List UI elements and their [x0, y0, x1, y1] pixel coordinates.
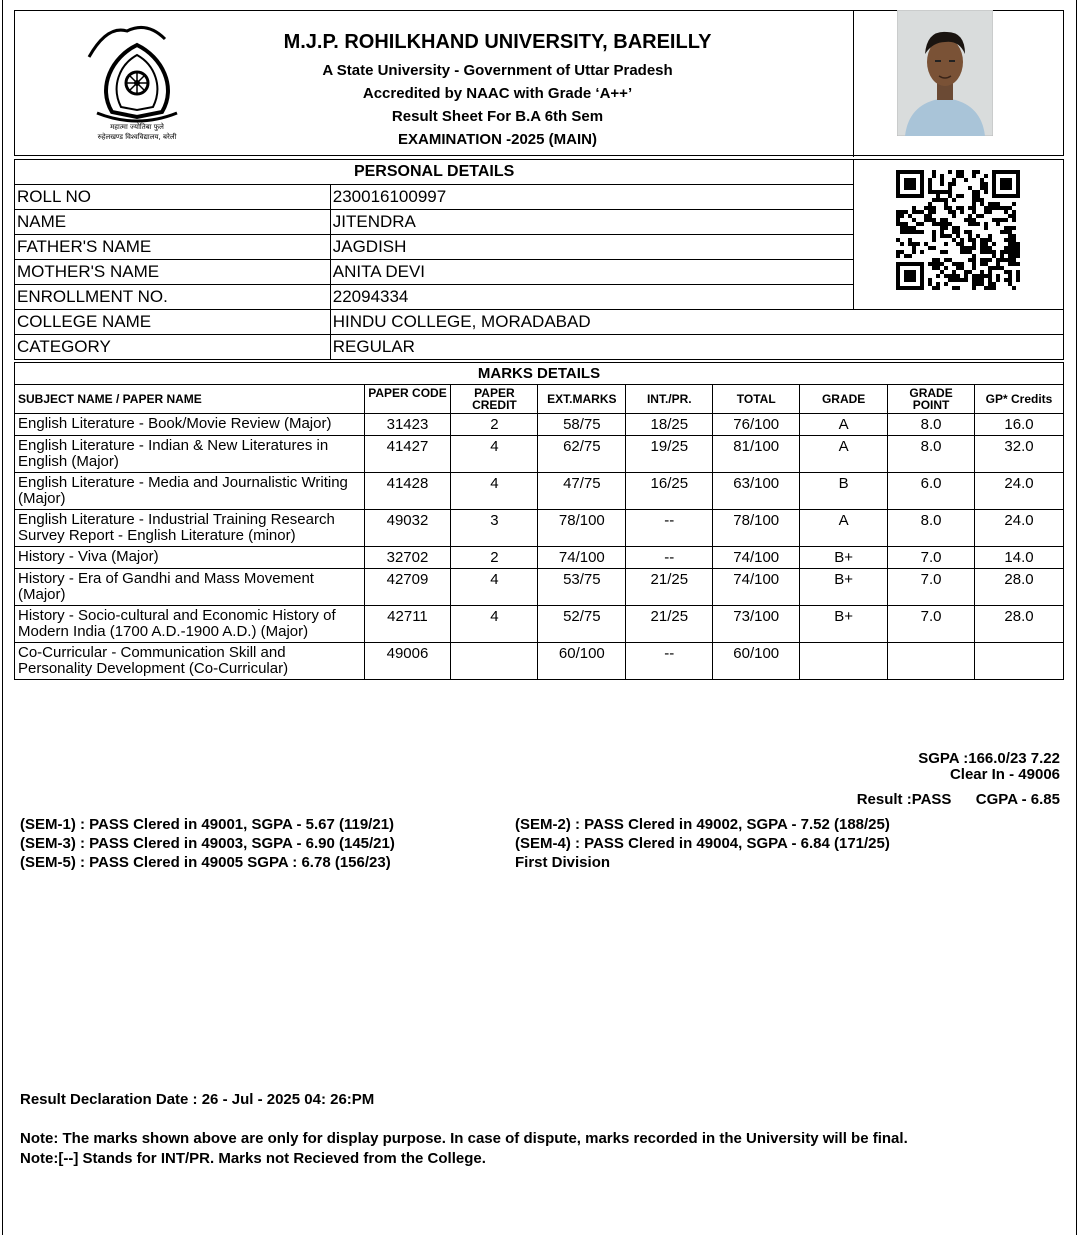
- sem-result: (SEM-4) : PASS Clered in 49004, SGPA - 6.84 (171/25): [515, 835, 890, 852]
- division: First Division: [515, 854, 611, 871]
- marks-cell-ext: 60/100: [538, 643, 626, 680]
- marks-cell-gpc: 28.0: [975, 569, 1064, 606]
- field-label: FATHER'S NAME: [15, 235, 331, 260]
- subject-name: History - Viva (Major): [15, 547, 365, 569]
- field-value: REGULAR: [330, 335, 1063, 360]
- marks-cell-credit: 4: [451, 569, 538, 606]
- marks-header-row: [15, 385, 1064, 414]
- result-declaration-date: Result Declaration Date : 26 - Jul - 2025 04: 26:PM: [20, 1091, 375, 1108]
- marks-cell-total: 60/100: [713, 643, 800, 680]
- marks-row: [15, 606, 1064, 643]
- marks-cell-code: 42709: [364, 569, 451, 606]
- marks-cell-code: 42711: [364, 606, 451, 643]
- marks-cell-ext: 62/75: [538, 436, 626, 473]
- col-header: GP* Credits: [975, 385, 1064, 414]
- field-value: HINDU COLLEGE, MORADABAD: [330, 310, 1063, 335]
- field-value: 22094334: [330, 285, 853, 310]
- marks-cell-code: 41428: [364, 473, 451, 510]
- marks-cell-grade: B+: [800, 547, 888, 569]
- university-name: M.J.P. ROHILKHAND UNIVERSITY, BAREILLY: [283, 31, 712, 53]
- marks-row: [15, 510, 1064, 547]
- marks-cell-ext: 74/100: [538, 547, 626, 569]
- sem-result: (SEM-1) : PASS Clered in 49001, SGPA - 5.67 (119/21): [20, 816, 395, 833]
- marks-cell-credit: 2: [451, 547, 538, 569]
- col-header: TOTAL: [713, 385, 800, 414]
- marks-cell-total: 73/100: [713, 606, 800, 643]
- marks-cell-grade: A: [800, 510, 888, 547]
- field-label: NAME: [15, 210, 331, 235]
- col-header: INT./PR.: [626, 385, 713, 414]
- cgpa-value: CGPA - 6.85: [975, 791, 1060, 808]
- marks-cell-credit: 4: [451, 436, 538, 473]
- marks-cell-grade: B+: [800, 569, 888, 606]
- col-header: SUBJECT NAME / PAPER NAME: [15, 385, 365, 414]
- marks-cell-total: 78/100: [713, 510, 800, 547]
- marks-cell-ext: 58/75: [538, 414, 626, 436]
- sgpa-block: [918, 751, 1060, 783]
- marks-cell-gpc: [975, 643, 1064, 680]
- field-label: ENROLLMENT NO.: [15, 285, 331, 310]
- marks-cell-gp: 8.0: [888, 436, 975, 473]
- marks-cell-gp: 8.0: [888, 510, 975, 547]
- marks-cell-gpc: 14.0: [975, 547, 1064, 569]
- marks-cell-gpc: 24.0: [975, 473, 1064, 510]
- personal-row: [15, 335, 1064, 360]
- col-header: PAPER CODE: [364, 385, 451, 414]
- marks-cell-code: 49006: [364, 643, 451, 680]
- marks-cell-int: --: [626, 643, 713, 680]
- header-line-1: A State University - Government of Uttar Pradesh: [322, 62, 673, 79]
- note-display-purpose: Note: The marks shown above are only for display purpose. In case of dispute, marks recorded in the University will be final.: [20, 1130, 908, 1147]
- field-value: JAGDISH: [330, 235, 853, 260]
- marks-cell-total: 76/100: [713, 414, 800, 436]
- marks-cell-code: 49032: [364, 510, 451, 547]
- field-label: MOTHER'S NAME: [15, 260, 331, 285]
- result-status: Result :PASS: [856, 791, 952, 808]
- marks-cell-int: 21/25: [626, 569, 713, 606]
- sgpa-value: SGPA :166.0/23 7.22: [918, 750, 1060, 767]
- personal-details-heading: PERSONAL DETAILS: [15, 160, 854, 185]
- marks-cell-credit: 4: [451, 606, 538, 643]
- col-header: EXT.MARKS: [538, 385, 626, 414]
- marks-cell-gpc: 32.0: [975, 436, 1064, 473]
- marks-cell-gpc: 16.0: [975, 414, 1064, 436]
- marks-cell-grade: B: [800, 473, 888, 510]
- marks-cell-code: 32702: [364, 547, 451, 569]
- marks-cell-credit: 4: [451, 473, 538, 510]
- field-label: COLLEGE NAME: [15, 310, 331, 335]
- semester-results-left: [20, 815, 395, 872]
- subject-name: English Literature - Industrial Training Research Survey Report - English Literature (minor): [15, 510, 365, 547]
- marks-row: [15, 643, 1064, 680]
- marks-cell-gp: 7.0: [888, 569, 975, 606]
- notes-block: [20, 1129, 908, 1169]
- field-label: CATEGORY: [15, 335, 331, 360]
- marks-cell-total: 81/100: [713, 436, 800, 473]
- marks-row: [15, 436, 1064, 473]
- subject-name: History - Socio-cultural and Economic History of Modern India (1700 A.D.-1900 A.D.) (Major): [15, 606, 365, 643]
- marks-row: [15, 547, 1064, 569]
- marks-cell-grade: A: [800, 414, 888, 436]
- marks-cell-grade: B+: [800, 606, 888, 643]
- field-value: JITENDRA: [330, 210, 853, 235]
- marks-cell-total: 74/100: [713, 569, 800, 606]
- svg-text:महात्मा ज्योतिबा फुले: महात्मा ज्योतिबा फुले: [110, 123, 164, 131]
- sem-result: (SEM-2) : PASS Clered in 49002, SGPA - 7.52 (188/25): [515, 816, 890, 833]
- marks-cell-code: 41427: [364, 436, 451, 473]
- marks-cell-int: 19/25: [626, 436, 713, 473]
- marks-row: [15, 473, 1064, 510]
- field-value: ANITA DEVI: [330, 260, 853, 285]
- header-line-4: EXAMINATION -2025 (MAIN): [398, 131, 597, 148]
- marks-cell-total: 74/100: [713, 547, 800, 569]
- marks-cell-gp: [888, 643, 975, 680]
- marks-cell-ext: 52/75: [538, 606, 626, 643]
- marks-cell-code: 31423: [364, 414, 451, 436]
- marks-cell-credit: 3: [451, 510, 538, 547]
- personal-row: [15, 310, 1064, 335]
- marks-cell-gpc: 24.0: [975, 510, 1064, 547]
- marks-cell-int: 21/25: [626, 606, 713, 643]
- marks-cell-gpc: 28.0: [975, 606, 1064, 643]
- semester-results-right: [515, 815, 890, 872]
- marks-cell-gp: 7.0: [888, 547, 975, 569]
- marks-cell-grade: [800, 643, 888, 680]
- marks-cell-total: 63/100: [713, 473, 800, 510]
- marks-details-heading: MARKS DETAILS: [15, 363, 1064, 385]
- marks-cell-int: --: [626, 510, 713, 547]
- marks-cell-ext: 53/75: [538, 569, 626, 606]
- sem-result: (SEM-5) : PASS Clered in 49005 SGPA : 6.78 (156/23): [20, 854, 391, 871]
- marks-cell-int: --: [626, 547, 713, 569]
- sem-result: (SEM-3) : PASS Clered in 49003, SGPA - 6.90 (145/21): [20, 835, 395, 852]
- marks-cell-grade: A: [800, 436, 888, 473]
- marks-cell-credit: 2: [451, 414, 538, 436]
- svg-text:रुहेलखण्ड विश्वविद्यालय, बरेली: रुहेलखण्ड विश्वविद्यालय, बरेली: [97, 133, 177, 141]
- subject-name: History - Era of Gandhi and Mass Movement (Major): [15, 569, 365, 606]
- col-header: GRADE: [800, 385, 888, 414]
- col-header: PAPER CREDIT: [451, 385, 538, 414]
- result-line: [857, 791, 1060, 808]
- subject-name: English Literature - Media and Journalistic Writing (Major): [15, 473, 365, 510]
- marks-cell-int: 18/25: [626, 414, 713, 436]
- university-logo-icon: [67, 17, 207, 147]
- header-line-2: Accredited by NAAC with Grade ‘A++’: [362, 85, 633, 102]
- marks-cell-gp: 7.0: [888, 606, 975, 643]
- subject-name: Co-Curricular - Communication Skill and Personality Development (Co-Curricular): [15, 643, 365, 680]
- subject-name: English Literature - Book/Movie Review (Major): [15, 414, 365, 436]
- marks-row: [15, 569, 1064, 606]
- qr-code: [896, 170, 1020, 290]
- field-value: 230016100997: [330, 185, 853, 210]
- marks-row: [15, 414, 1064, 436]
- col-header: GRADE POINT: [888, 385, 975, 414]
- marks-cell-credit: [451, 643, 538, 680]
- header-title-block: [215, 31, 780, 151]
- marks-cell-gp: 6.0: [888, 473, 975, 510]
- note-int-pr: Note:[--] Stands for INT/PR. Marks not Recieved from the College.: [20, 1150, 486, 1167]
- clear-in: Clear In - 49006: [949, 766, 1060, 783]
- marks-cell-int: 16/25: [626, 473, 713, 510]
- student-photo: [897, 10, 993, 136]
- marks-cell-gp: 8.0: [888, 414, 975, 436]
- field-label: ROLL NO: [15, 185, 331, 210]
- marks-details-table: [14, 362, 1064, 680]
- header-divider: [853, 11, 854, 157]
- marks-cell-ext: 78/100: [538, 510, 626, 547]
- marks-cell-ext: 47/75: [538, 473, 626, 510]
- header-line-3: Result Sheet For B.A 6th Sem: [391, 108, 604, 125]
- subject-name: English Literature - Indian & New Literatures in English (Major): [15, 436, 365, 473]
